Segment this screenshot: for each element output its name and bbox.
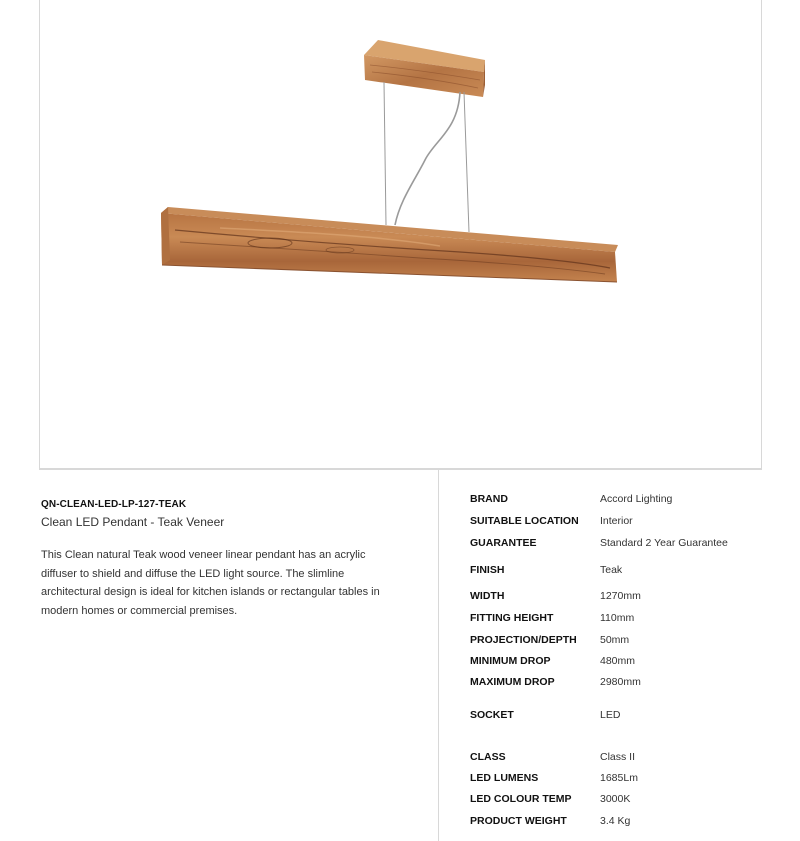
vertical-divider [438,470,439,841]
spec-row-finish [470,564,770,578]
spec-label: WIDTH [470,590,505,602]
product-image-frame [39,0,762,469]
ceiling-canopy [364,40,485,97]
spec-row-projection-depth [470,634,770,648]
spec-label: FITTING HEIGHT [470,612,554,624]
spec-value: LED [600,709,621,721]
spec-label: CLASS [470,751,506,763]
spec-value: 2980mm [600,676,641,688]
spec-label: LED COLOUR TEMP [470,793,572,805]
spec-label: SOCKET [470,709,514,721]
product-description: This Clean natural Teak wood veneer linear pendant has an acrylic diffuser to shield and diffuse the LED light source. The slimline architectural design is ideal for kitchen islands or rectangular tables in modern homes or commercial premises. [41,549,380,617]
spec-label: MAXIMUM DROP [470,676,555,688]
suspension-cables [384,82,469,232]
product-sku: QN-CLEAN-LED-LP-127-TEAK [41,499,187,510]
spec-value: 3000K [600,793,631,805]
spec-value: Accord Lighting [600,493,673,505]
product-name: Clean LED Pendant - Teak Veneer [41,515,225,529]
spec-value: 50mm [600,634,630,646]
spec-label: SUITABLE LOCATION [470,515,579,527]
spec-label: MINIMUM DROP [470,655,551,667]
spec-value: Class II [600,751,636,763]
spec-label: PROJECTION/DEPTH [470,634,577,646]
spec-value: 1685Lm [600,772,638,784]
spec-row-fitting-height [470,612,770,626]
spec-row-class [470,751,770,765]
spec-value: Teak [600,564,623,576]
spec-row-socket [470,709,770,723]
spec-label: BRAND [470,493,508,505]
spec-row-brand [470,493,770,507]
spec-row-minimum-drop [470,655,770,669]
spec-value: 1270mm [600,590,641,602]
spec-row-maximum-drop [470,676,770,690]
spec-row-guarantee [470,537,770,551]
spec-value: Interior [600,515,633,527]
spec-row-led-colour-temp [470,793,770,807]
pendant-light-image [40,0,763,469]
spec-row-led-lumens [470,772,770,786]
linear-pendant-bar [161,207,618,282]
spec-label: PRODUCT WEIGHT [470,815,567,827]
spec-value: 110mm [600,612,635,624]
spec-label: LED LUMENS [470,772,539,784]
spec-value: Standard 2 Year Guarantee [600,537,728,549]
spec-row-suitable-location [470,515,770,529]
spec-label: GUARANTEE [470,537,537,549]
spec-label: FINISH [470,564,505,576]
spec-value: 3.4 Kg [600,815,631,827]
spec-row-product-weight [470,815,770,829]
horizontal-divider [39,469,762,470]
spec-row-width [470,590,770,604]
spec-value: 480mm [600,655,636,667]
